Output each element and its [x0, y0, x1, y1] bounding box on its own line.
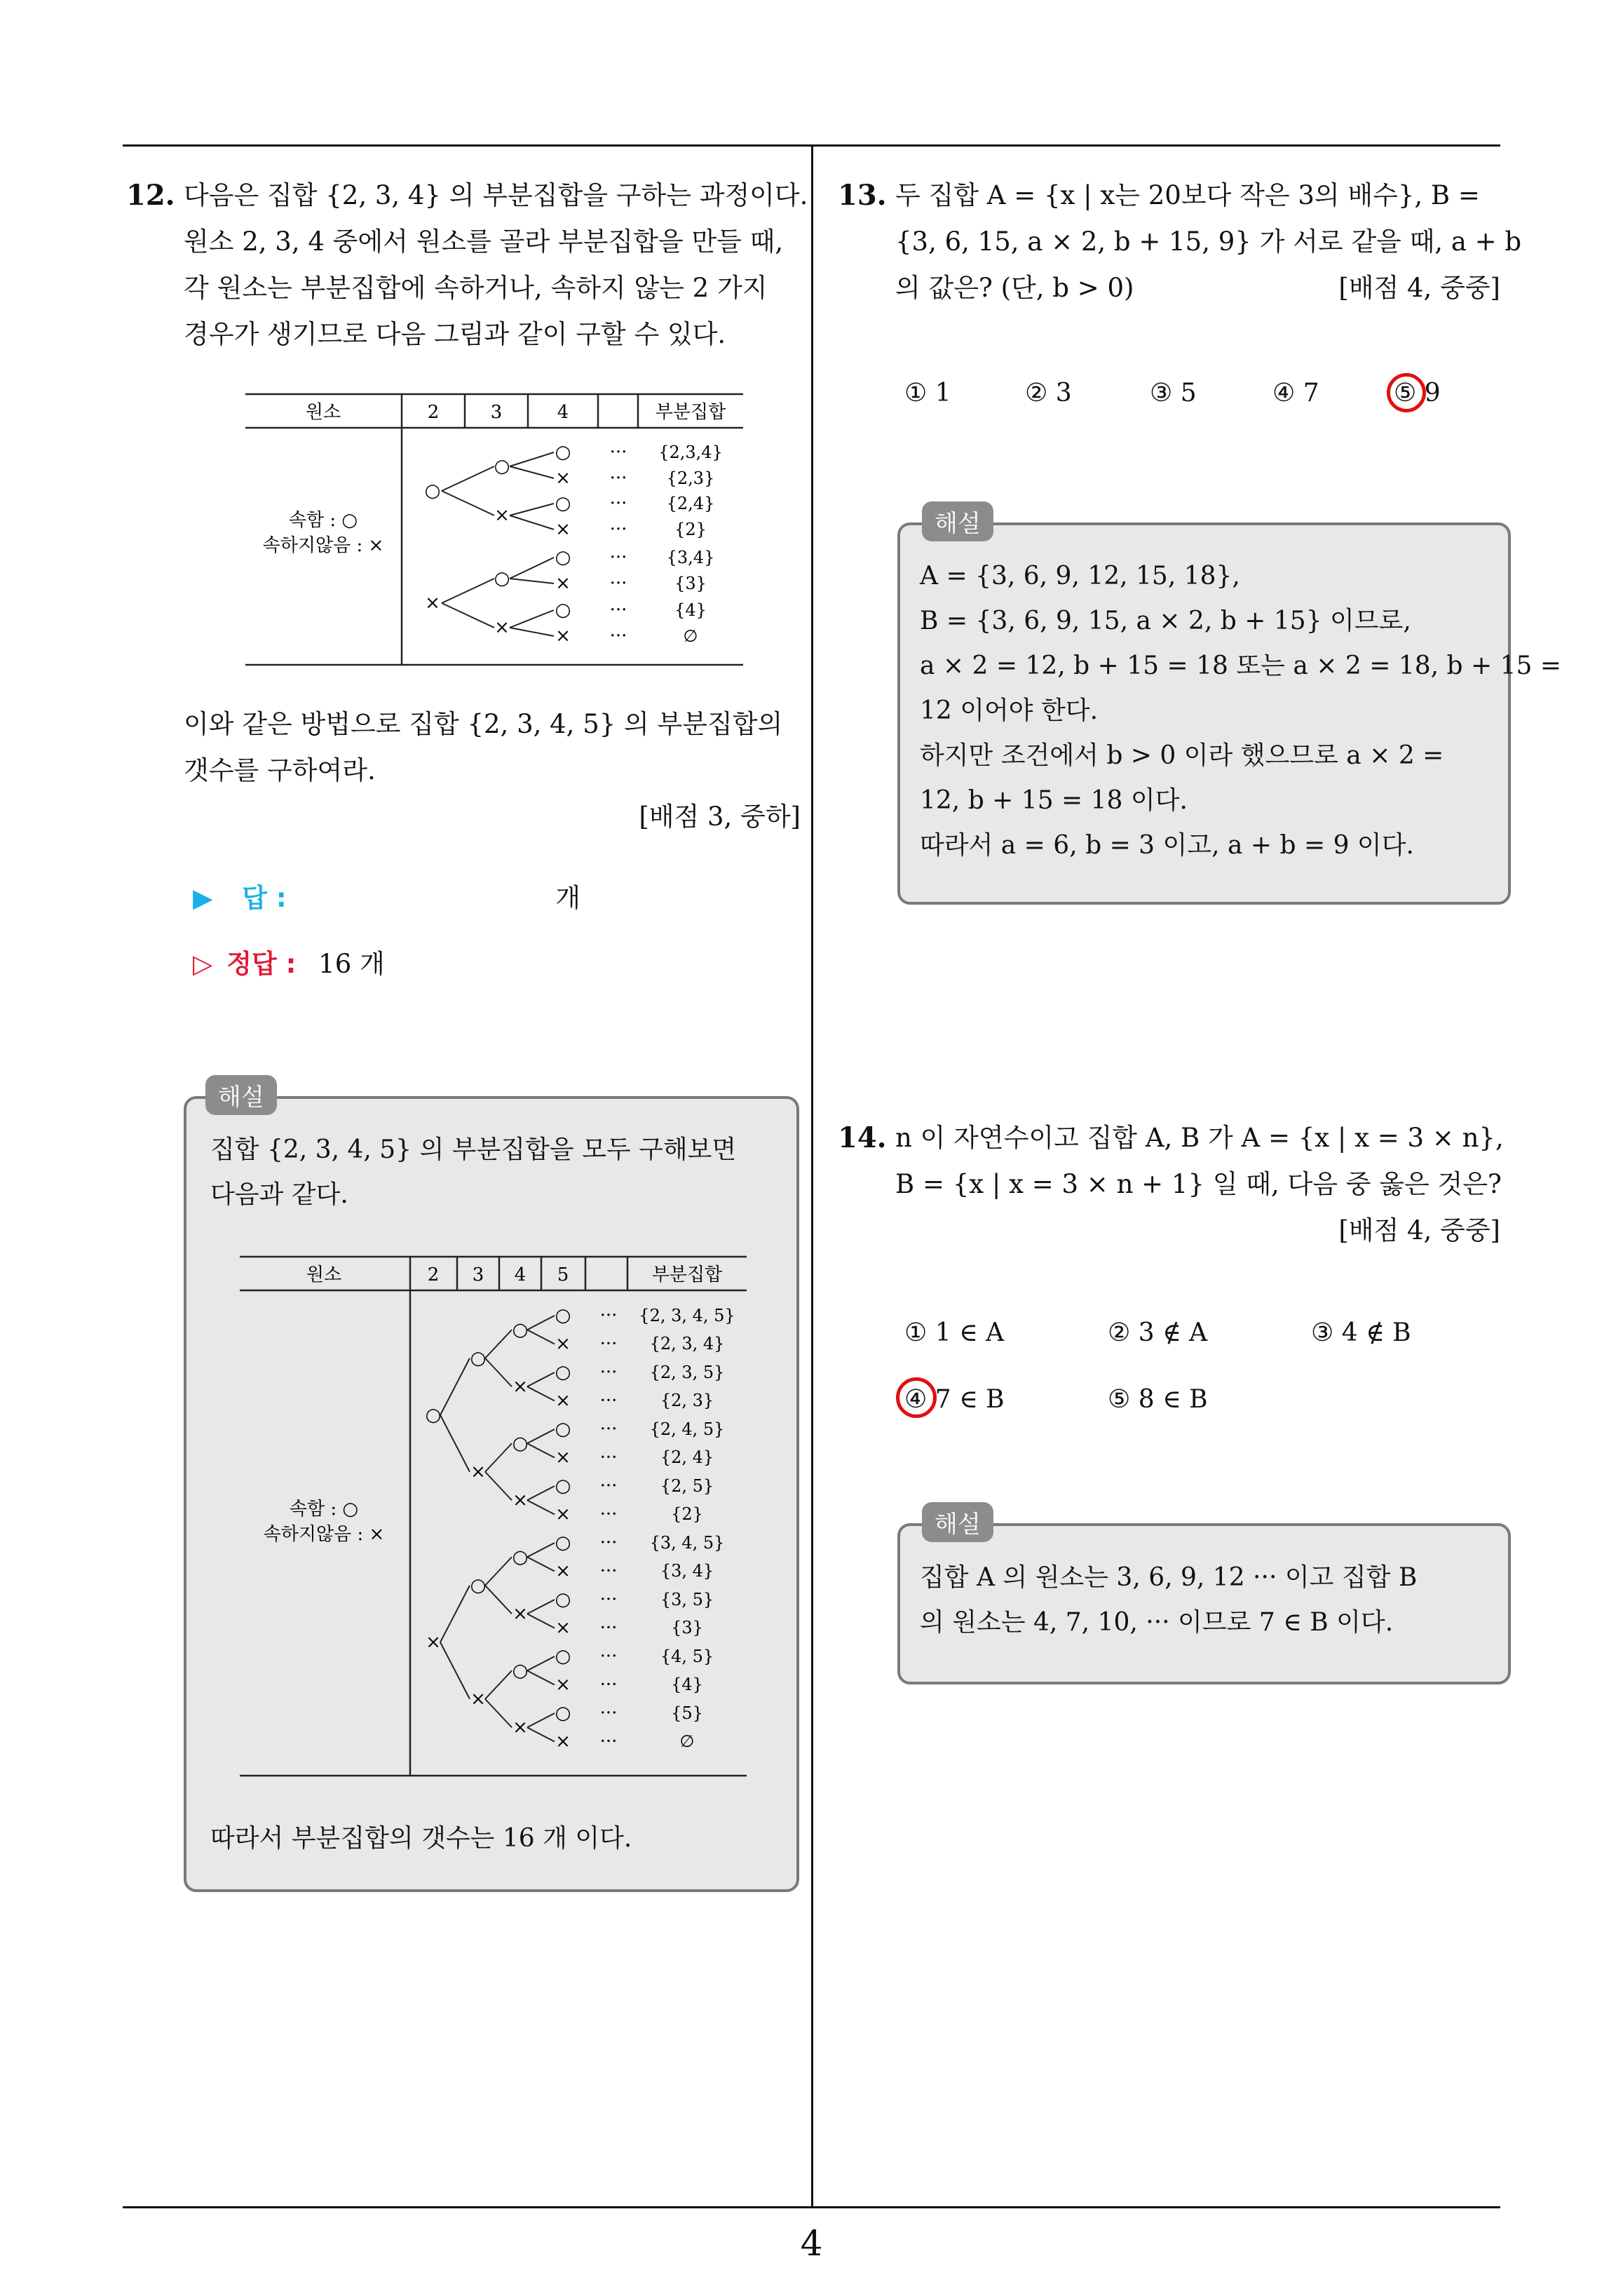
belong-mark: ○: [512, 1660, 529, 1682]
ellipsis: ···: [599, 1447, 618, 1468]
ellipsis: ···: [599, 1532, 618, 1553]
ellipsis: ···: [599, 1646, 618, 1667]
question-text-line: 경우가 생기므로 다음 그림과 같이 구할 수 있다.: [184, 319, 726, 349]
answer-triangle-icon: ▶: [193, 883, 213, 913]
explanation-line: 집합 {2, 3, 4, 5} 의 부분집합을 모두 구해보면: [210, 1135, 737, 1164]
subset-tree-table-large: [238, 1255, 750, 1781]
svg-text:×: ×: [555, 573, 571, 594]
not-belong-mark: ×: [512, 1376, 528, 1398]
svg-text:···: ···: [609, 493, 627, 514]
choice-2[interactable]: ② 3 ∉ A: [1108, 1318, 1208, 1347]
subset-label: {2, 3}: [660, 1391, 714, 1410]
header-cell: 4: [514, 1264, 527, 1285]
column-divider: [811, 144, 813, 2208]
svg-text:○: ○: [555, 600, 571, 621]
ellipsis: ···: [599, 1617, 618, 1639]
belong-mark: ○: [470, 1574, 487, 1596]
ellipsis: ···: [599, 1504, 618, 1525]
header-cell: 부분집합: [655, 402, 726, 423]
subset-label: {2, 3, 5}: [649, 1363, 725, 1382]
subset-label: {2, 3, 4, 5}: [639, 1306, 735, 1325]
svg-text:···: ···: [609, 468, 627, 489]
explanation-line: 다음과 같다.: [210, 1180, 348, 1209]
answer-unit: 개: [555, 883, 580, 913]
ellipsis: ···: [599, 1703, 618, 1724]
not-belong-mark: ×: [426, 1631, 441, 1653]
tree-branch: [527, 1557, 555, 1571]
question-text-line: 의 값은? (단, b > 0): [895, 273, 1134, 303]
explanation-line: 집합 A 의 원소는 3, 6, 9, 12 ··· 이고 집합 B: [920, 1563, 1418, 1592]
choice-4[interactable]: ④ 7 ∈ B: [904, 1385, 1005, 1414]
not-belong-mark: ×: [512, 1717, 528, 1738]
not-belong-mark: ×: [555, 1560, 571, 1582]
not-belong-mark: ×: [555, 1674, 571, 1696]
svg-text:×: ×: [494, 505, 510, 526]
svg-text:×: ×: [555, 626, 571, 647]
question-number: 12.: [126, 179, 175, 212]
tree-branch: [527, 1543, 555, 1557]
not-belong-mark: ×: [555, 1617, 571, 1639]
subset-label: {3}: [674, 574, 707, 593]
question-13: [838, 173, 1522, 311]
tree-branch: [485, 1443, 512, 1472]
not-belong-mark: ×: [555, 1390, 571, 1412]
choice-1[interactable]: ① 1 ∈ A: [904, 1318, 1005, 1347]
tree-branch: [527, 1670, 555, 1684]
tree-branch: [440, 1415, 470, 1472]
belong-mark: ○: [512, 1546, 529, 1568]
belong-mark: ○: [555, 1703, 571, 1724]
not-belong-mark: ×: [555, 1447, 571, 1468]
tree-branch: [485, 1358, 512, 1387]
answer-label: 답 :: [242, 883, 287, 913]
svg-text:○: ○: [424, 480, 441, 501]
svg-text:···: ···: [609, 626, 627, 647]
explanation-line: 12, b + 15 = 18 이다.: [920, 786, 1188, 815]
explanation-line: 따라서 a = 6, b = 3 이고, a + b = 9 이다.: [920, 831, 1414, 860]
tree-branch: [440, 1586, 470, 1642]
choice-5[interactable]: ⑤ 8 ∈ B: [1108, 1385, 1208, 1414]
question-text-line: B = {x | x = 3 × n + 1} 일 때, 다음 중 옳은 것은?: [895, 1169, 1502, 1199]
explanation-line: 따라서 부분집합의 갯수는 16 개 이다.: [210, 1824, 632, 1853]
belong-mark: ○: [555, 1305, 571, 1326]
svg-text:×: ×: [555, 468, 571, 489]
svg-text:○: ○: [494, 456, 510, 477]
not-belong-mark: ×: [470, 1688, 486, 1710]
subset-label: {2,4}: [666, 494, 715, 513]
tree-branch: [527, 1443, 555, 1457]
choice-3[interactable]: ③ 5: [1150, 379, 1197, 407]
tree-branch: [527, 1500, 555, 1514]
belong-mark: ○: [425, 1404, 442, 1426]
belong-mark: ○: [470, 1347, 487, 1369]
tree-branch: [527, 1486, 555, 1500]
header-cell: 3: [490, 402, 503, 423]
subset-label: {4, 5}: [660, 1647, 714, 1666]
belong-mark: ○: [555, 1419, 571, 1440]
question-14: [838, 1115, 1504, 1254]
subset-label: {2}: [671, 1504, 703, 1524]
not-belong-mark: ×: [470, 1461, 486, 1483]
header-cell: 2: [427, 1264, 440, 1285]
subset-label: ∅: [683, 626, 698, 646]
belong-mark: ○: [512, 1433, 529, 1454]
score-label: [배점 4, 중중]: [1338, 1215, 1500, 1245]
explanation-line: 12 이어야 한다.: [920, 696, 1099, 725]
question-text-line: 두 집합 A = {x | x는 20보다 작은 3의 배수}, B =: [895, 180, 1480, 210]
choice-4[interactable]: ④ 7: [1272, 379, 1319, 407]
svg-text:···: ···: [609, 547, 627, 568]
subset-label: {4}: [674, 600, 707, 620]
explanation-line: 의 원소는 4, 7, 10, ··· 이므로 7 ∈ B 이다.: [920, 1608, 1394, 1637]
belong-mark: ○: [555, 1475, 571, 1497]
tree-branch: [527, 1614, 555, 1628]
explanation-text: [920, 1555, 1495, 1645]
bottom-rule: [123, 2206, 1500, 2208]
explanation-tab: 해설: [205, 1075, 277, 1115]
explanation-line: a × 2 = 12, b + 15 = 18 또는 a × 2 = 18, b + 15 =: [920, 651, 1562, 680]
subset-label: {2, 4, 5}: [649, 1419, 725, 1439]
selected-mark-icon: [1387, 373, 1426, 412]
tree-branch: [485, 1557, 512, 1586]
answer-row: [193, 877, 580, 914]
legend-not-belong: 속하지않음 : ×: [262, 535, 384, 556]
tree-branch: [485, 1670, 512, 1699]
svg-text:○: ○: [555, 442, 571, 463]
header-cell: 4: [557, 402, 569, 423]
explanation-line: B = {3, 6, 9, 15, a × 2, b + 15} 이므로,: [920, 607, 1411, 635]
subset-label: {2, 3, 4}: [649, 1334, 725, 1353]
header-cell: 3: [472, 1264, 484, 1285]
ellipsis: ···: [599, 1390, 618, 1412]
svg-text:···: ···: [609, 600, 627, 621]
correct-label: 정답 :: [226, 949, 297, 979]
question-text-line: n 이 자연수이고 집합 A, B 가 A = {x | x = 3 × n},: [895, 1123, 1504, 1153]
choice-2[interactable]: ② 3: [1025, 379, 1072, 407]
svg-text:×: ×: [555, 519, 571, 540]
question-12-follow: [184, 701, 801, 840]
tree-branch: [527, 1713, 555, 1727]
question-text-line: 다음은 집합 {2, 3, 4} 의 부분집합을 구하는 과정이다.: [184, 180, 808, 210]
tree-branch: [527, 1386, 555, 1400]
svg-text:×: ×: [494, 617, 510, 638]
header-cell: 원소: [306, 1264, 342, 1285]
ellipsis: ···: [599, 1305, 618, 1326]
explanation-text: [920, 554, 1562, 868]
tree-branch: [527, 1600, 555, 1614]
not-belong-mark: ×: [512, 1603, 528, 1625]
legend-not-belong: 속하지않음 : ×: [263, 1524, 385, 1545]
ellipsis: ···: [599, 1731, 618, 1753]
subset-label: {4}: [671, 1675, 703, 1694]
not-belong-mark: ×: [512, 1490, 528, 1511]
svg-text:○: ○: [494, 568, 510, 589]
not-belong-mark: ×: [555, 1333, 571, 1355]
svg-text:···: ···: [609, 442, 627, 463]
subset-label: ∅: [679, 1731, 695, 1751]
question-text-line: 원소 2, 3, 4 중에서 원소를 골라 부분집합을 만들 때,: [184, 227, 784, 257]
choice-1[interactable]: ① 1: [904, 379, 951, 407]
subset-tree-table-small: [242, 393, 747, 666]
tree-branch: [527, 1727, 555, 1741]
explanation-line: 하지만 조건에서 b > 0 이라 했으므로 a × 2 =: [920, 741, 1444, 770]
header-cell: 2: [427, 402, 440, 423]
choice-5[interactable]: ⑤ 9: [1394, 379, 1441, 407]
explanation-line: A = {3, 6, 9, 12, 15, 18},: [920, 562, 1240, 590]
question-number: 14.: [838, 1121, 887, 1154]
subset-label: {2,3,4}: [658, 443, 723, 462]
subset-label: {2,3}: [666, 468, 715, 488]
belong-mark: ○: [555, 1532, 571, 1553]
subset-label: {3}: [671, 1618, 703, 1637]
subset-label: {3, 4}: [660, 1561, 714, 1581]
tree-branch: [485, 1586, 512, 1614]
ellipsis: ···: [599, 1674, 618, 1696]
belong-mark: ○: [555, 1589, 571, 1610]
subset-label: {2, 4}: [660, 1447, 714, 1467]
question-text-line: 갯수를 구하여라.: [184, 755, 376, 785]
ellipsis: ···: [599, 1560, 618, 1582]
tree-branch: [485, 1472, 512, 1501]
explanation-text: [210, 1128, 785, 1217]
ellipsis: ···: [599, 1589, 618, 1610]
tree-branch: [485, 1330, 512, 1358]
page-number: 4: [800, 2223, 823, 2264]
choice-3[interactable]: ③ 4 ∉ B: [1311, 1318, 1411, 1347]
explanation-conclusion: [210, 1816, 632, 1861]
question-number: 13.: [838, 179, 887, 212]
ellipsis: ···: [599, 1362, 618, 1383]
legend-belong: 속함 : ○: [289, 1499, 359, 1520]
question-text-line: 이와 같은 방법으로 집합 {2, 3, 4, 5} 의 부분집합의: [184, 709, 783, 739]
svg-text:○: ○: [555, 547, 571, 568]
ellipsis: ···: [599, 1475, 618, 1497]
tree-branch: [527, 1429, 555, 1443]
tree-branch: [485, 1699, 512, 1728]
header-cell: 5: [557, 1264, 569, 1285]
not-belong-mark: ×: [555, 1731, 571, 1753]
subset-label: {2, 5}: [660, 1476, 714, 1496]
belong-mark: ○: [555, 1646, 571, 1667]
subset-label: {3, 4, 5}: [649, 1533, 725, 1553]
header-cell: 원소: [305, 402, 341, 423]
ellipsis: ···: [599, 1333, 618, 1355]
header-cell: 부분집합: [651, 1264, 723, 1285]
tree-branch: [440, 1642, 470, 1699]
tree-branch: [527, 1372, 555, 1386]
question-text-line: {3, 6, 15, a × 2, b + 15, 9} 가 서로 같을 때, a + b: [895, 227, 1522, 257]
belong-mark: ○: [512, 1319, 529, 1341]
tree-branch: [527, 1656, 555, 1670]
tree-branch: [440, 1358, 470, 1415]
correct-value: 16 개: [318, 949, 385, 979]
subset-label: {3,4}: [666, 548, 715, 567]
svg-text:···: ···: [609, 519, 627, 540]
score-label: [배점 3, 중하]: [639, 802, 801, 832]
not-belong-mark: ×: [555, 1504, 571, 1525]
subset-label: {3, 5}: [660, 1590, 714, 1609]
svg-text:···: ···: [609, 573, 627, 594]
correct-triangle-icon: ▷: [193, 949, 213, 979]
selected-mark-icon: [896, 1377, 937, 1418]
tree-branch: [527, 1330, 555, 1344]
belong-mark: ○: [555, 1362, 571, 1383]
correct-answer-row: [193, 943, 385, 980]
question-12: [126, 173, 808, 358]
subset-label: {2}: [674, 520, 707, 539]
explanation-tab: 해설: [922, 501, 993, 541]
ellipsis: ···: [599, 1419, 618, 1440]
svg-text:×: ×: [425, 593, 440, 614]
legend-belong: 속함 : ○: [288, 510, 358, 531]
subset-label: {5}: [671, 1703, 703, 1723]
tree-branch: [527, 1316, 555, 1330]
score-label: [배점 4, 중중]: [1338, 273, 1500, 303]
svg-text:○: ○: [555, 493, 571, 514]
explanation-tab: 해설: [922, 1502, 993, 1542]
question-text-line: 각 원소는 부분집합에 속하거나, 속하지 않는 2 가지: [184, 273, 768, 303]
